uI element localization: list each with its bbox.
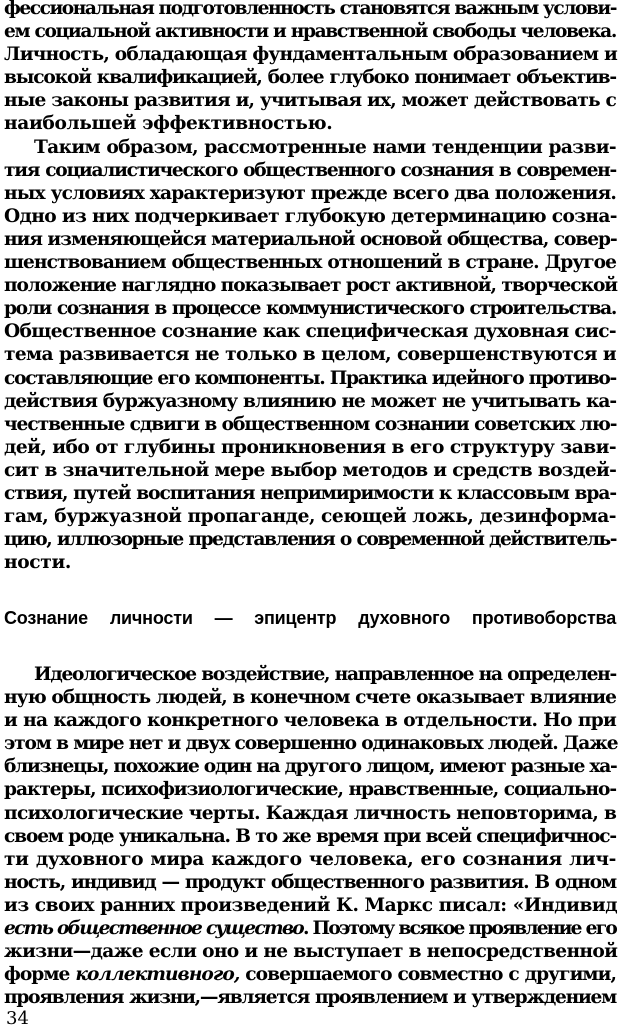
text-line: цию, иллюзорные представления о современной действитель- (4, 529, 616, 551)
text-line: ем социальной активности и нравственной свободы человека. (4, 21, 616, 43)
text-line: Таким образом, рассмотренные нами тенденции разви- (34, 136, 616, 158)
text-line: своем роде уникальна. В то же время при всей специфичнос- (4, 825, 616, 847)
text-line: Одно из них подчеркивает глубокую детерминацию созна- (4, 205, 617, 227)
text-line: этом в мире нет и двух совершенно одинаковых людей. Даже (4, 733, 618, 755)
text-line: положение наглядно показывает рост активной, творческой (4, 275, 618, 297)
text-line: шенствованием общественных отношений в стране. Другое (4, 252, 616, 274)
text-line: психологические черты. Каждая личность неповторима, в (4, 802, 617, 824)
text-line: Личность, обладающая фундаментальным образованием и (4, 44, 618, 66)
text-line: ность, индивид — продукт общественного развития. В одном (4, 871, 616, 893)
italic-emphasis: есть общественное существо (4, 918, 303, 940)
text-line: и на каждого конкретного человека в отдельности. Но при (4, 710, 616, 732)
text-line: фессиональная подготовленность становятся важным услови- (4, 0, 616, 19)
text-fragment: форме (4, 964, 76, 986)
text-line: ния изменяющейся материальной основой общества, совер- (4, 228, 617, 250)
text-line: действия буржуазному влиянию не может не учитывать ка- (4, 390, 616, 412)
text-line: сит в значительной мере выбор методов и средств воздей- (4, 459, 617, 481)
text-line: проявления жизни,—является проявлением и утверждением (4, 987, 616, 1009)
text-line: ности. (4, 552, 72, 574)
italic-emphasis: коллективного, (75, 964, 240, 986)
text-line: гам, буржуазной пропаганде, сеющей ложь, дезинформа- (4, 506, 617, 528)
text-line: роли сознания в процессе коммунистического строительства. (4, 298, 616, 320)
text-block-top (4, 0, 616, 574)
text-line: ствия, путей воспитания непримиримости к классовым вра- (4, 482, 616, 504)
text-line: дей, ибо от глубины проникновения в его структуру зави- (4, 436, 616, 458)
text-line: тема развивается не только в целом, совершенствуются и (4, 344, 616, 366)
text-line: ную общность людей, в конечном счете оказывает влияние (4, 687, 616, 709)
text-line: близнецы, похожие один на другого лицом, имеют разные ха- (4, 756, 617, 778)
text-line: рактеры, психофизиологические, нравственные, социально- (4, 779, 616, 801)
text-fragment: . Поэтому всякое проявление его (302, 918, 616, 940)
text-line: Идеологическое воздействие, направленное на определен- (34, 664, 616, 685)
text-line-quote (4, 917, 616, 940)
text-line: наибольшей эффективностью. (4, 113, 333, 135)
text-line: из своих ранних произведений К. Маркс писал: «Индивид (4, 894, 618, 916)
text-line: составляющие его компоненты. Практика идейного противо- (4, 367, 616, 389)
text-line: ных условиях характеризуют прежде всего два положения. (4, 182, 616, 204)
text-fragment: совершаемого совместно с другими, (239, 964, 616, 986)
section-heading: Сознание личности — эпицентр духовного противоборства (4, 608, 616, 628)
text-block-bottom (4, 663, 616, 1009)
text-line: чественные сдвиги в общественном сознании советских лю- (4, 413, 617, 435)
text-line: Общественное сознание как специфическая духовная сис- (4, 321, 616, 343)
page-number: 34 (6, 1008, 29, 1029)
text-line-form (4, 963, 616, 986)
text-line: тия социалистического общественного сознания в современ- (4, 159, 616, 181)
text-line: ные законы развития и, учитывая их, может действовать с (4, 90, 616, 112)
text-line: жизни—даже если оно и не выступает в непосредственной (4, 941, 618, 963)
text-line: высокой квалификацией, более глубоко понимает объектив- (4, 67, 616, 89)
text-line: ти духовного мира каждого человека, его сознания лич- (4, 848, 616, 870)
